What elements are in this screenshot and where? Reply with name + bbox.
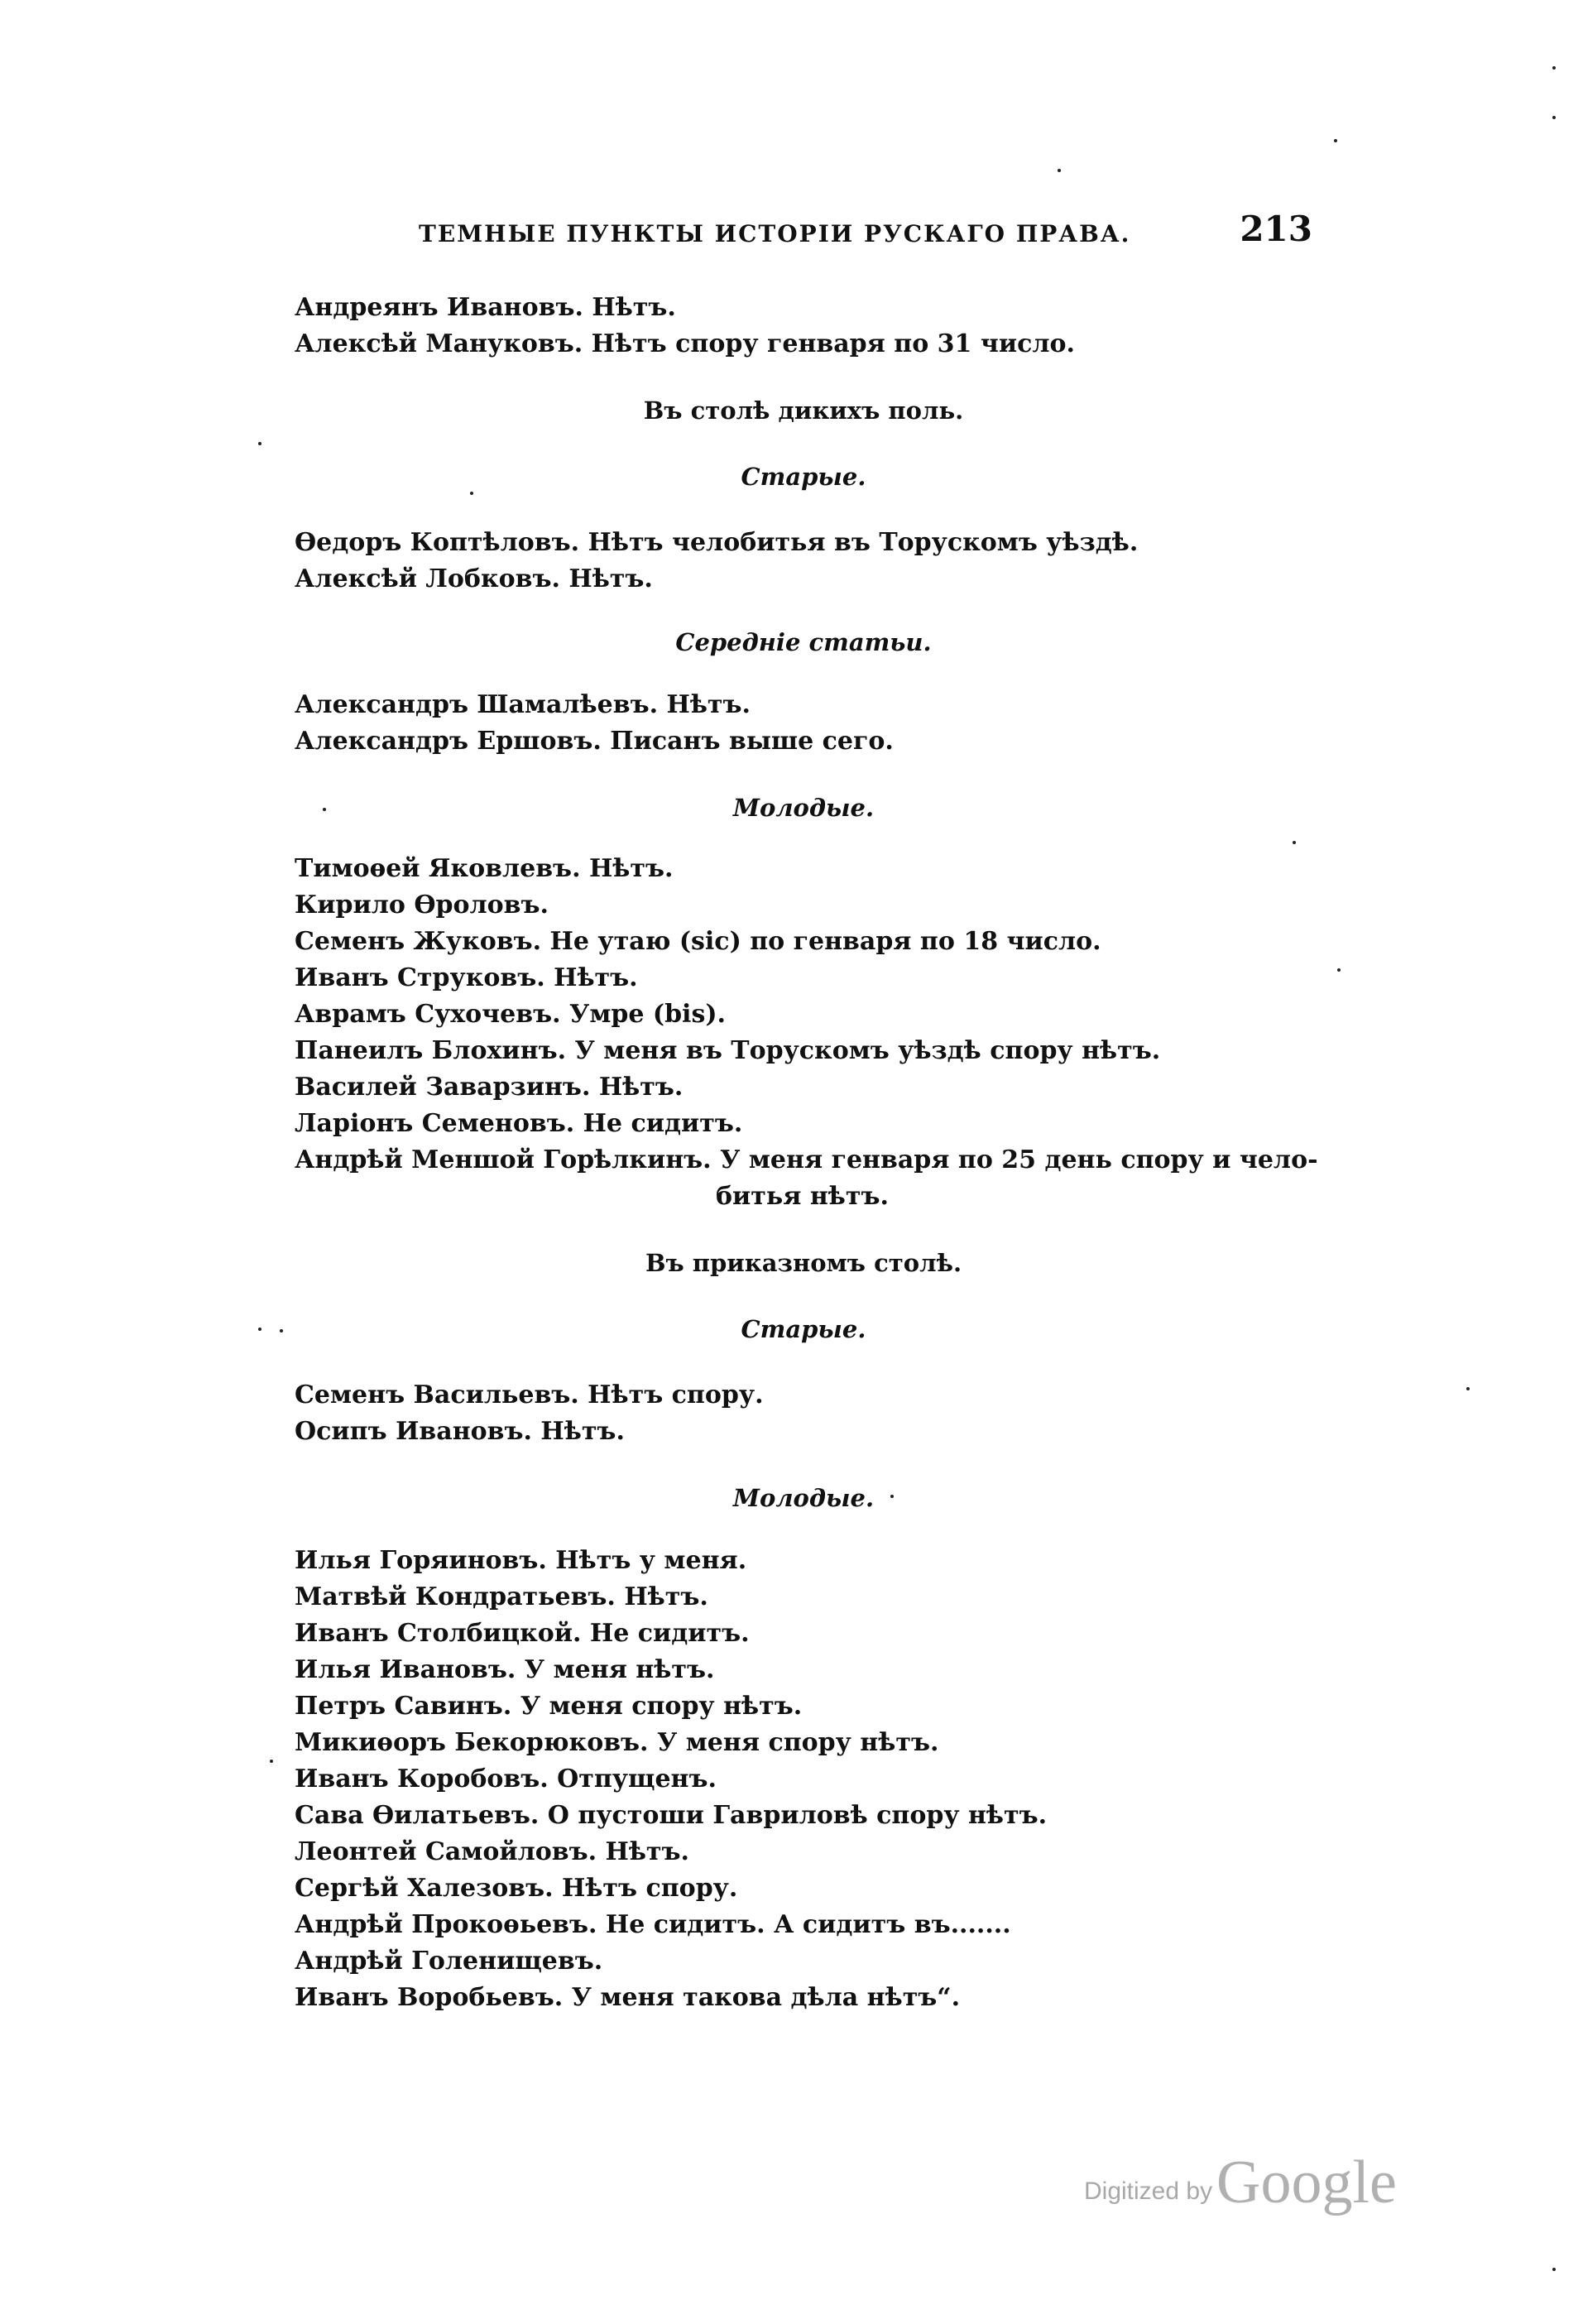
entry-line: Илья Ивановъ. У меня нѣтъ.: [295, 1655, 715, 1684]
section-heading: Въ приказномъ столѣ.: [645, 1249, 962, 1277]
scan-speck: [470, 492, 473, 495]
subsection-heading: Середніе статьи.: [675, 628, 932, 656]
entry-line: Микиѳоръ Бекорюковъ. У меня спору нѣтъ.: [295, 1728, 939, 1757]
entry-line: Иванъ Струковъ. Нѣтъ.: [295, 963, 638, 992]
watermark-small-text: Digitized by: [1084, 2178, 1213, 2205]
entry-line: Панеилъ Блохинъ. У меня въ Торускомъ уѣздѣ спору нѣтъ.: [295, 1036, 1161, 1065]
scan-speck: [890, 1495, 894, 1498]
entry-line: Кирило Ѳроловъ.: [295, 891, 549, 920]
entry-line: Тимоѳей Яковлевъ. Нѣтъ.: [295, 854, 674, 883]
entry-line: Александръ Ершовъ. Писанъ выше сего.: [295, 727, 894, 756]
entry-line: Андрѣй Голенищевъ.: [295, 1947, 603, 1976]
running-head: ТЕМНЫЕ ПУНКТЫ ИСТОРІИ РУСКАГО ПРАВА.: [419, 220, 1131, 247]
watermark-logo-text: Google: [1216, 2149, 1397, 2216]
subsection-heading: Старые.: [741, 463, 866, 491]
entry-line: Илья Горяиновъ. Нѣтъ у меня.: [295, 1546, 747, 1575]
entry-continuation: битья нѣтъ.: [716, 1182, 889, 1211]
page-header: [295, 209, 1312, 258]
scan-speck: [270, 1760, 273, 1763]
entry-line: Иванъ Воробьевъ. У меня такова дѣла нѣтъ“.: [295, 1983, 961, 2012]
entry-line: Аврамъ Сухочевъ. Умре (bis).: [295, 1000, 726, 1029]
entry-line: Иванъ Столбицкой. Не сидитъ.: [295, 1619, 750, 1648]
scan-speck: [323, 808, 326, 811]
entry-line: Матвѣй Кондратьевъ. Нѣтъ.: [295, 1582, 708, 1611]
entry-line: Василей Заварзинъ. Нѣтъ.: [295, 1073, 684, 1102]
section-heading: Въ столѣ дикихъ поль.: [643, 396, 964, 425]
scan-speck: [1552, 116, 1556, 119]
subsection-heading: Молодые.: [732, 1484, 875, 1512]
scan-speck: [1337, 968, 1341, 972]
entry-line: Сергѣй Халезовъ. Нѣтъ спору.: [295, 1874, 738, 1903]
entry-line: Андреянъ Ивановъ. Нѣтъ.: [295, 293, 676, 322]
entry-line: Леонтей Самойловъ. Нѣтъ.: [295, 1837, 689, 1866]
entry-line: Ларіонъ Семеновъ. Не сидитъ.: [295, 1109, 743, 1138]
scan-speck: [1552, 2268, 1556, 2271]
scan-speck: [1466, 1387, 1470, 1390]
scan-speck: [258, 442, 261, 445]
entry-line: Алексѣй Лобковъ. Нѣтъ.: [295, 564, 653, 593]
scan-speck: [1334, 139, 1337, 142]
subsection-heading: Молодые.: [732, 794, 875, 822]
scan-speck: [1293, 841, 1296, 844]
scan-speck: [1552, 66, 1556, 70]
entry-line: Андрѣй Меншой Горѣлкинъ. У меня генваря по 25 день спору и чело-: [295, 1145, 1318, 1174]
subsection-heading: Старые.: [741, 1315, 866, 1343]
scan-speck: [280, 1329, 283, 1332]
entry-line: Петръ Савинъ. У меня спору нѣтъ.: [295, 1692, 803, 1721]
entry-line: Семенъ Васильевъ. Нѣтъ спору.: [295, 1380, 764, 1409]
entry-line: Алексѣй Мануковъ. Нѣтъ спору генваря по 31 число.: [295, 329, 1075, 358]
entry-line: Александръ Шамалѣевъ. Нѣтъ.: [295, 690, 751, 719]
entry-line: Осипъ Ивановъ. Нѣтъ.: [295, 1417, 625, 1446]
scan-speck: [1058, 169, 1061, 172]
entry-line: Сава Ѳилатьевъ. О пустоши Гавриловѣ спору нѣтъ.: [295, 1801, 1048, 1830]
scan-speck: [258, 1328, 261, 1331]
page-number: 213: [1240, 209, 1312, 249]
entry-line: Иванъ Коробовъ. Отпущенъ.: [295, 1765, 717, 1793]
digitized-by-google-watermark: [1084, 2148, 1432, 2214]
entry-line: Ѳедоръ Коптѣловъ. Нѣтъ челобитья въ Торускомъ уѣздѣ.: [295, 528, 1139, 557]
entry-line: Андрѣй Прокоѳьевъ. Не сидитъ. А сидитъ въ.......: [295, 1910, 1011, 1939]
entry-line: Семенъ Жуковъ. Не утаю (sic) по генваря по 18 число.: [295, 927, 1101, 956]
